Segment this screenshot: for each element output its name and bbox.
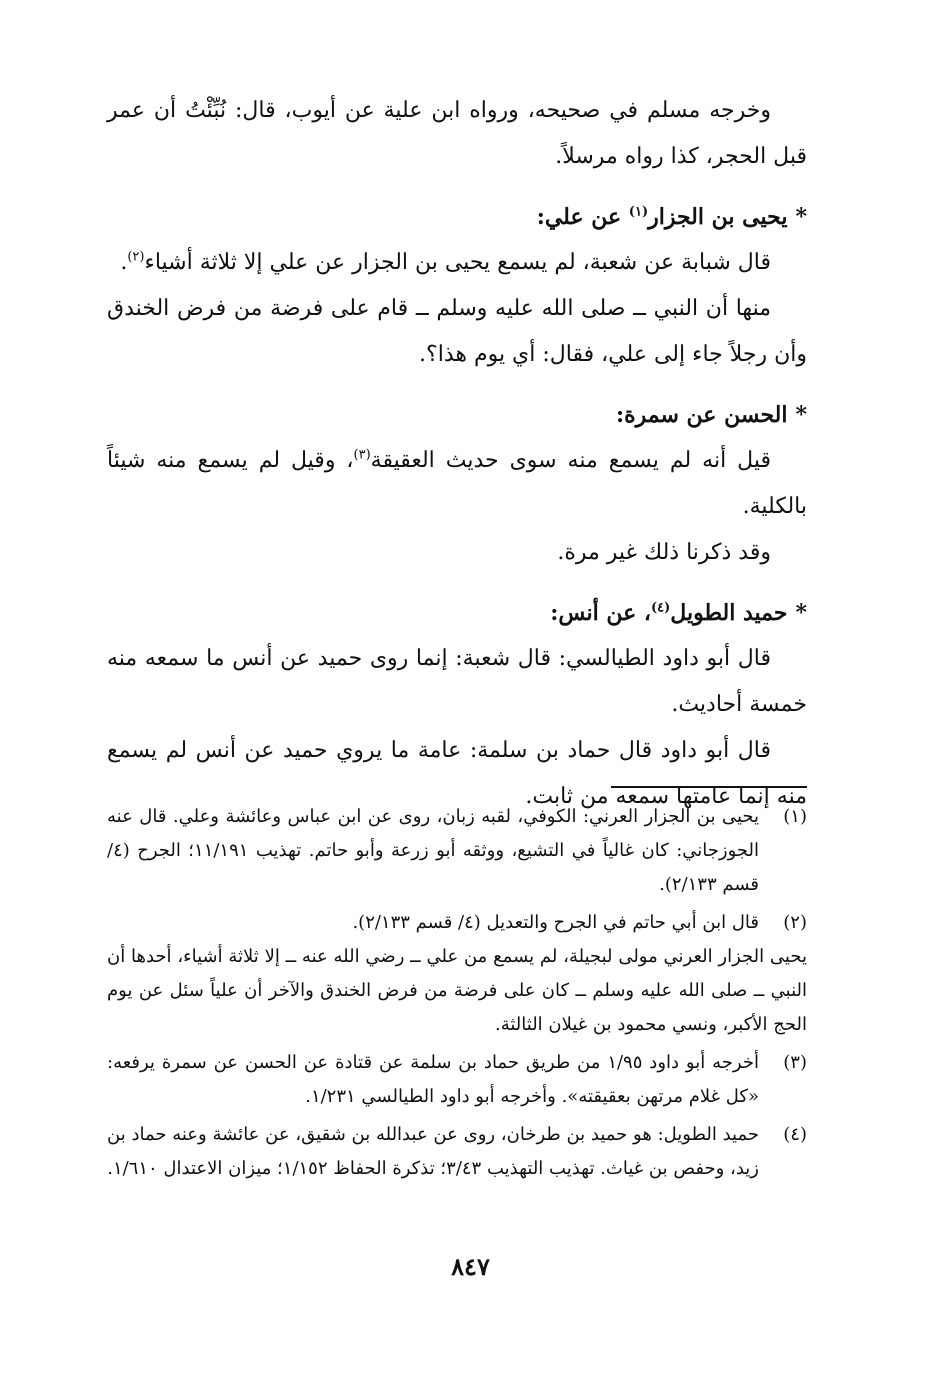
section-title-rest: عن علي:: [536, 204, 622, 230]
footnote-number: (٣): [783, 1052, 807, 1073]
footnote-number: (٤): [783, 1124, 807, 1145]
footnote-item: [107, 1118, 807, 1186]
section-paragraph: [107, 240, 807, 286]
footnote-item: [107, 906, 807, 1042]
section-paragraph: [107, 636, 807, 728]
footnote-text: قال ابن أبي حاتم في الجرح والتعديل (٤/ قسم ٢/١٣٣).: [352, 912, 759, 933]
intro-paragraph: وخرجه مسلم في صحيحه، ورواه ابن علية عن أيوب، قال: نُبِّئْتُ أن عمر قبل الحجر، كذا رواه مرسلاً.: [107, 98, 807, 169]
section-title: يحيى بن الجزار: [648, 204, 788, 230]
footnote-ref: (١): [628, 204, 649, 220]
footnote-number: (٢): [783, 912, 807, 933]
paragraph-text-after: ، وقيل لم يسمع منه شيئاً بالكلية.: [107, 448, 807, 519]
footnote-text: يحيى بن الجزار العرني: الكوفي، لقبه زبان، روى عن ابن عباس وعائشة وعلي. قال عنه الجوزجاني: كان غالياً في التشيع، ووثقه أبو زرعة وأبو حاتم. تهذيب ١١/١٩١؛ الجرح (٤/ قسم ٢/١٣٣).: [107, 806, 759, 895]
section-heading: [107, 194, 807, 240]
section-title-rest: ، عن أنس:: [550, 600, 651, 626]
footnote-ref: (٣): [353, 447, 371, 463]
section-title: حميد الطويل: [670, 600, 788, 626]
footnotes: [107, 800, 807, 1190]
asterisk-marker: *: [795, 204, 807, 230]
footnote-item: [107, 800, 807, 902]
footnote-text: أخرجه أبو داود ١/٩٥ من طريق حماد بن سلمة عن قتادة عن الحسن عن سمرة يرفعه: «كل غلام مرتهن بعقيقته». وأخرجه أبو داود الطيالسي ١/٢٣١.: [107, 1052, 759, 1107]
paragraph-text-after: .: [120, 250, 128, 275]
paragraph-text: قال شبابة عن شعبة، لم يسمع يحيى بن الجزار عن علي إلا ثلاثة أشياء: [144, 250, 771, 275]
footnote-number: (١): [783, 806, 807, 827]
main-text: [107, 88, 807, 820]
footnote-item: [107, 1046, 807, 1114]
paragraph-text: منها أن النبي ــ صلى الله عليه وسلم ــ قام على فرضة من فرض الخندق وأن رجلاً جاء إلى علي، فقال: أي يوم هذا؟.: [107, 296, 807, 367]
footnote-text: يحيى الجزار العرني مولى لبجيلة، لم يسمع من علي ــ رضي الله عنه ــ إلا ثلاثة أشياء، أحدها أن النبي ــ صلى الله عليه وسلم ــ كان على فرضة من فرض الخندق والآخر أن علياً سئل عن يوم الحج الأكبر، ونسي محمود بن غيلان الثالثة.: [107, 946, 807, 1035]
paragraph-text: قال أبو داود قال حماد بن سلمة: عامة ما يروي حميد عن أنس لم يسمع منه إنما عامتها سمعه من ثابت.: [107, 738, 807, 809]
paragraph-text: قيل أنه لم يسمع منه سوى حديث العقيقة: [370, 448, 771, 473]
footnote-ref: (٢): [127, 249, 145, 265]
paragraph-text: وقد ذكرنا ذلك غير مرة.: [557, 540, 771, 565]
footnote-ref: (٤): [651, 600, 671, 616]
footnote-divider: [611, 786, 807, 788]
section-heading: [107, 392, 807, 438]
page-number: ٨٤٧: [451, 1252, 490, 1281]
section-heading: [107, 590, 807, 636]
section-paragraph: [107, 530, 807, 576]
footnote-text: حميد الطويل: هو حميد بن طرخان، روى عن عبدالله بن شقيق، عن عائشة وعنه حماد بن زيد، وحفص بن غياث. تهذيب التهذيب ٣/٤٣؛ تذكرة الحفاظ ١/١٥٢؛ ميزان الاعتدال ١/٦١٠.: [107, 1124, 759, 1179]
asterisk-marker: *: [795, 600, 807, 626]
section-paragraph: [107, 286, 807, 378]
asterisk-marker: *: [795, 402, 807, 428]
paragraph-text: قال أبو داود الطيالسي: قال شعبة: إنما روى حميد عن أنس ما سمعه منه خمسة أحاديث.: [107, 646, 807, 717]
section-title: الحسن عن سمرة:: [615, 402, 788, 428]
section-paragraph: [107, 438, 807, 530]
